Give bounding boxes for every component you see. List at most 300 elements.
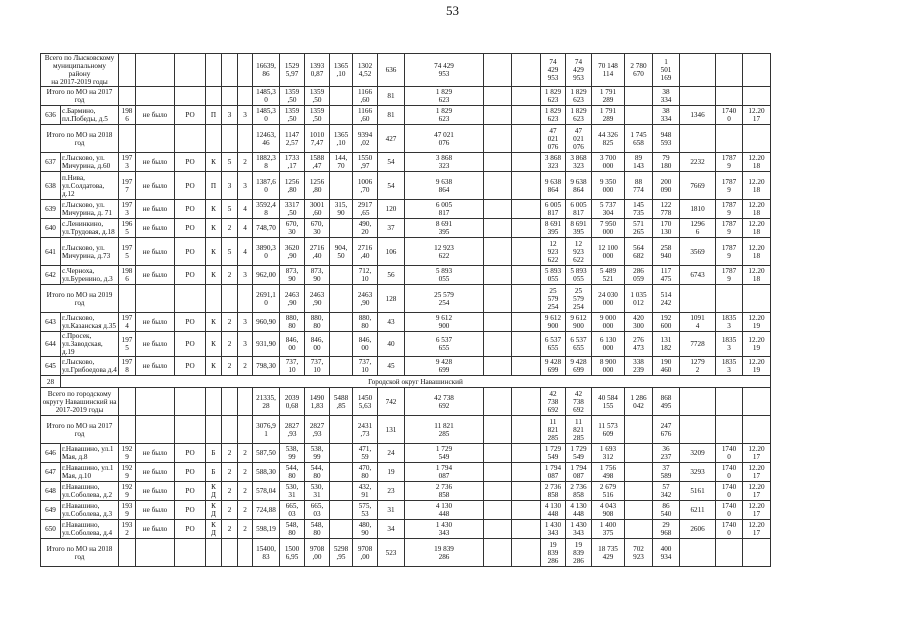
table-cell: [743, 125, 771, 153]
table-cell: 196 5: [119, 219, 136, 238]
table-cell: 12.20 19: [743, 313, 771, 332]
table-cell: 7728: [680, 332, 716, 357]
table-cell: 1740 0: [716, 463, 743, 482]
table-cell: не было: [136, 153, 175, 172]
table-cell: 4: [238, 238, 253, 266]
table-cell: [484, 357, 512, 376]
table-cell: [175, 87, 206, 106]
table-cell: 12 923 622: [541, 238, 566, 266]
table-cell: [238, 539, 253, 567]
table-cell: 19: [378, 463, 405, 482]
table-cell: 9 612 900: [405, 313, 484, 332]
table-cell: [330, 106, 353, 125]
row-number: 638: [41, 172, 61, 200]
table-cell: 4: [238, 219, 253, 238]
table-cell: [222, 539, 238, 567]
table-cell: 548, 80: [305, 520, 330, 539]
row-number: 636: [41, 106, 61, 125]
table-cell: [680, 87, 716, 106]
table-cell: 544, 80: [280, 463, 305, 482]
table-cell: 5298 ,95: [330, 539, 353, 567]
table-cell: 24: [378, 444, 405, 463]
table-cell: 1529 5,97: [280, 54, 305, 87]
table-cell: не было: [136, 357, 175, 376]
table-cell: [716, 285, 743, 313]
table-cell: 2: [222, 219, 238, 238]
table-cell: 9 000 000: [592, 313, 625, 332]
table-cell: 1010 7,47: [305, 125, 330, 153]
table-cell: 2: [238, 357, 253, 376]
table-cell: [484, 238, 512, 266]
table-cell: 1588 ,47: [305, 153, 330, 172]
table-cell: 1740 0: [716, 106, 743, 125]
table-cell: 36 237: [653, 444, 680, 463]
table-cell: 12.20 19: [743, 357, 771, 376]
table-cell: 530, 31: [305, 482, 330, 501]
table-cell: [330, 501, 353, 520]
table-cell: 315, 90: [330, 200, 353, 219]
table-cell: 6211: [680, 501, 716, 520]
table-cell: 198 6: [119, 106, 136, 125]
table-cell: [512, 172, 541, 200]
table-cell: 42 738 692: [405, 388, 484, 416]
table-cell: 544, 80: [305, 463, 330, 482]
table-cell: РО: [175, 172, 206, 200]
table-cell: 9 612 900: [566, 313, 592, 332]
table-cell: [484, 444, 512, 463]
table-cell: РО: [175, 238, 206, 266]
total-label: Итого по МО на 2018 год: [41, 539, 119, 567]
row-number: 643: [41, 313, 61, 332]
table-cell: 665, 03: [280, 501, 305, 520]
table-cell: 276 473: [625, 332, 653, 357]
table-cell: 192 9: [119, 463, 136, 482]
table-cell: 1740 0: [716, 520, 743, 539]
table-cell: 40 584 155: [592, 388, 625, 416]
table-cell: 2: [238, 463, 253, 482]
row-number: 641: [41, 238, 61, 266]
table-cell: 846, 00: [305, 332, 330, 357]
table-cell: К: [206, 200, 222, 219]
table-cell: [680, 539, 716, 567]
table-cell: [512, 388, 541, 416]
table-cell: 3 868 323: [405, 153, 484, 172]
table-cell: 70 148 114: [592, 54, 625, 87]
table-cell: РО: [175, 520, 206, 539]
table-cell: [238, 54, 253, 87]
table-cell: [175, 285, 206, 313]
table-cell: РО: [175, 266, 206, 285]
table-cell: 1 430 343: [405, 520, 484, 539]
total-label: Итого по МО на 2019 год: [41, 285, 119, 313]
table-cell: не было: [136, 313, 175, 332]
address-cell: с.Черноха, ул.Буренино, д.3: [61, 266, 119, 285]
table-cell: 12.20 18: [743, 153, 771, 172]
table-cell: 960,90: [253, 313, 280, 332]
table-cell: [238, 125, 253, 153]
table-cell: К: [206, 219, 222, 238]
table-cell: 9 428 699: [405, 357, 484, 376]
table-cell: не было: [136, 501, 175, 520]
address-cell: г.Лысково, ул. Мичурина, д.73: [61, 238, 119, 266]
table-cell: 2: [222, 332, 238, 357]
table-cell: [175, 388, 206, 416]
table-cell: 1166 ,60: [353, 87, 378, 106]
table-cell: 15400, 83: [253, 539, 280, 567]
table-cell: 12463, 46: [253, 125, 280, 153]
table-cell: 3620 ,90: [280, 238, 305, 266]
row-number: 642: [41, 266, 61, 285]
table-cell: 5: [222, 238, 238, 266]
table-cell: [484, 539, 512, 567]
table-cell: 192 600: [653, 313, 680, 332]
table-cell: 38 334: [653, 87, 680, 106]
address-cell: с.Просек, ул.Заводская, д.19: [61, 332, 119, 357]
table-cell: 1787 9: [716, 200, 743, 219]
table-cell: 1 501 169: [653, 54, 680, 87]
table-cell: 2827 ,93: [305, 416, 330, 444]
table-cell: [119, 388, 136, 416]
table-cell: 5: [222, 153, 238, 172]
table-row: [41, 153, 771, 172]
table-cell: 286 059: [625, 266, 653, 285]
section-row: [41, 376, 771, 388]
table-cell: 12.20 18: [743, 200, 771, 219]
table-cell: [206, 54, 222, 87]
table-cell: 1787 9: [716, 172, 743, 200]
table-row: [41, 106, 771, 125]
table-cell: 12 923 622: [405, 238, 484, 266]
table-cell: 3: [238, 106, 253, 125]
table-cell: 2 780 670: [625, 54, 653, 87]
table-cell: 1485,3 0: [253, 106, 280, 125]
table-cell: 1787 9: [716, 266, 743, 285]
row-number: 637: [41, 153, 61, 172]
table-cell: 2691,1 0: [253, 285, 280, 313]
table-cell: 530, 31: [280, 482, 305, 501]
table-cell: 1882,3 8: [253, 153, 280, 172]
table-cell: [222, 388, 238, 416]
table-cell: 514 242: [653, 285, 680, 313]
table-cell: 3209: [680, 444, 716, 463]
table-cell: [625, 482, 653, 501]
table-cell: 12.20 17: [743, 463, 771, 482]
table-cell: [484, 332, 512, 357]
table-cell: 5 893 055: [405, 266, 484, 285]
table-cell: 1296 6: [680, 219, 716, 238]
table-cell: 3: [238, 313, 253, 332]
table-cell: 5 489 521: [592, 266, 625, 285]
table-cell: 1091 4: [680, 313, 716, 332]
table-cell: не было: [136, 172, 175, 200]
table-cell: 1 035 012: [625, 285, 653, 313]
table-cell: 2: [222, 444, 238, 463]
table-cell: 880, 80: [305, 313, 330, 332]
capital-repair-table: [40, 53, 771, 567]
table-cell: [512, 125, 541, 153]
table-cell: РО: [175, 332, 206, 357]
table-cell: 1733 ,17: [280, 153, 305, 172]
table-cell: 3569: [680, 238, 716, 266]
table-cell: 880, 80: [353, 313, 378, 332]
table-cell: 12.20 17: [743, 106, 771, 125]
table-cell: [512, 238, 541, 266]
table-cell: 737, 10: [305, 357, 330, 376]
table-cell: [743, 388, 771, 416]
total-row: [41, 285, 771, 313]
table-cell: 120: [378, 200, 405, 219]
table-cell: 1359 ,50: [305, 106, 330, 125]
table-row: [41, 357, 771, 376]
table-cell: [330, 463, 353, 482]
row-number: 650: [41, 520, 61, 539]
table-row: [41, 313, 771, 332]
table-cell: 9 638 864: [541, 172, 566, 200]
table-cell: 665, 03: [305, 501, 330, 520]
table-cell: 1 693 312: [592, 444, 625, 463]
table-cell: 2: [222, 313, 238, 332]
table-cell: [680, 285, 716, 313]
table-cell: 3: [238, 172, 253, 200]
total-label: Итого по МО на 2018 год: [41, 125, 119, 153]
table-cell: 1 794 087: [566, 463, 592, 482]
table-cell: [484, 54, 512, 87]
table-cell: 1835 3: [716, 332, 743, 357]
table-cell: 5161: [680, 482, 716, 501]
table-cell: 588,30: [253, 463, 280, 482]
table-cell: [330, 444, 353, 463]
address-cell: с.Ленинкино, ул.Трудовая, д.18: [61, 219, 119, 238]
table-cell: 636: [378, 54, 405, 87]
table-cell: [238, 87, 253, 106]
table-cell: [484, 153, 512, 172]
table-cell: 2 679 516: [592, 482, 625, 501]
table-cell: 400 934: [653, 539, 680, 567]
table-cell: 1835 3: [716, 357, 743, 376]
table-cell: [512, 54, 541, 87]
table-cell: 1787 9: [716, 219, 743, 238]
table-cell: 16639, 86: [253, 54, 280, 87]
table-cell: [119, 539, 136, 567]
table-cell: [136, 285, 175, 313]
table-cell: 5: [222, 200, 238, 219]
table-cell: 2: [222, 520, 238, 539]
table-cell: [625, 463, 653, 482]
table-cell: [512, 153, 541, 172]
table-cell: 880, 80: [280, 313, 305, 332]
table-cell: 748,70: [253, 219, 280, 238]
total-label: Всего по Лысковскому муниципальному району на 2017-2019 годы: [41, 54, 119, 87]
table-cell: 2: [222, 357, 238, 376]
table-cell: 1365 ,10: [330, 125, 353, 153]
table-cell: 81: [378, 87, 405, 106]
table-row: [41, 482, 771, 501]
table-cell: 4 043 908: [592, 501, 625, 520]
table-cell: 3: [238, 332, 253, 357]
table-cell: [716, 125, 743, 153]
table-cell: 1359 ,50: [280, 106, 305, 125]
table-cell: 1550 ,97: [353, 153, 378, 172]
table-cell: [175, 416, 206, 444]
table-cell: [222, 54, 238, 87]
table-cell: 1835 3: [716, 313, 743, 332]
table-cell: 962,00: [253, 266, 280, 285]
table-cell: 12.20 19: [743, 332, 771, 357]
table-cell: 12.20 18: [743, 219, 771, 238]
row-number: 647: [41, 463, 61, 482]
table-cell: РО: [175, 357, 206, 376]
table-cell: [484, 219, 512, 238]
table-cell: 170 130: [653, 219, 680, 238]
table-cell: 34: [378, 520, 405, 539]
table-cell: [716, 54, 743, 87]
table-cell: 258 940: [653, 238, 680, 266]
table-cell: 1387,6 0: [253, 172, 280, 200]
table-cell: [484, 106, 512, 125]
table-cell: [512, 444, 541, 463]
table-cell: 3076,9 1: [253, 416, 280, 444]
table-cell: 25 579 254: [405, 285, 484, 313]
table-cell: 1 430 343: [541, 520, 566, 539]
table-cell: К Д: [206, 520, 222, 539]
table-cell: 247 676: [653, 416, 680, 444]
table-cell: 40: [378, 332, 405, 357]
table-cell: [238, 388, 253, 416]
table-cell: [512, 313, 541, 332]
table-cell: [330, 87, 353, 106]
table-cell: РО: [175, 219, 206, 238]
table-cell: К: [206, 153, 222, 172]
table-cell: 12.20 17: [743, 482, 771, 501]
table-cell: [625, 416, 653, 444]
table-cell: 54: [378, 153, 405, 172]
table-cell: 47 021 076: [405, 125, 484, 153]
table-cell: 25 579 254: [541, 285, 566, 313]
table-cell: 19 839 286: [566, 539, 592, 567]
table-cell: 9 428 699: [566, 357, 592, 376]
table-cell: 197 5: [119, 332, 136, 357]
table-cell: [206, 285, 222, 313]
section-number: 28: [41, 376, 61, 388]
table-cell: 81: [378, 106, 405, 125]
table-cell: 9 428 699: [541, 357, 566, 376]
table-cell: [330, 357, 353, 376]
address-cell: г.Навашино, ул.Соболева, д.3: [61, 501, 119, 520]
table-cell: 3001 ,60: [305, 200, 330, 219]
table-cell: РО: [175, 153, 206, 172]
table-cell: [680, 54, 716, 87]
table-cell: 6 537 655: [405, 332, 484, 357]
table-cell: 11 821 285: [405, 416, 484, 444]
table-cell: [136, 388, 175, 416]
table-cell: 1 829 623: [541, 106, 566, 125]
table-cell: 5488 ,85: [330, 388, 353, 416]
table-cell: 1 829 623: [541, 87, 566, 106]
table-cell: 131: [378, 416, 405, 444]
table-cell: 1740 0: [716, 444, 743, 463]
table-cell: К: [206, 357, 222, 376]
table-cell: [716, 416, 743, 444]
table-cell: [743, 285, 771, 313]
table-cell: [175, 539, 206, 567]
table-cell: 25 579 254: [566, 285, 592, 313]
table-cell: РО: [175, 463, 206, 482]
table-cell: 9 638 864: [566, 172, 592, 200]
table-cell: не было: [136, 332, 175, 357]
table-cell: 724,88: [253, 501, 280, 520]
table-cell: 2232: [680, 153, 716, 172]
table-cell: 44 326 825: [592, 125, 625, 153]
table-cell: не было: [136, 266, 175, 285]
table-cell: не было: [136, 200, 175, 219]
table-cell: 3: [238, 266, 253, 285]
table-cell: 6743: [680, 266, 716, 285]
table-cell: [743, 539, 771, 567]
table-cell: [330, 332, 353, 357]
table-cell: 6 005 817: [541, 200, 566, 219]
table-cell: [625, 444, 653, 463]
table-cell: 3 868 323: [541, 153, 566, 172]
table-cell: [716, 87, 743, 106]
table-cell: 548, 80: [280, 520, 305, 539]
total-row: [41, 125, 771, 153]
table-cell: 1 745 658: [625, 125, 653, 153]
table-cell: 742: [378, 388, 405, 416]
table-cell: 471, 59: [353, 444, 378, 463]
table-cell: [716, 539, 743, 567]
table-cell: 1365 ,10: [330, 54, 353, 87]
address-cell: г.Лысково, ул.Грибоедова д.4: [62, 358, 117, 374]
table-cell: [136, 54, 175, 87]
table-row: [41, 172, 771, 200]
table-cell: 4 130 448: [566, 501, 592, 520]
table-cell: 86 540: [653, 501, 680, 520]
table-cell: 4 130 448: [541, 501, 566, 520]
table-cell: 798,30: [253, 357, 280, 376]
table-row: [41, 238, 771, 266]
table-cell: 47 021 076: [541, 125, 566, 153]
table-cell: 37: [378, 219, 405, 238]
table-cell: 38 334: [653, 106, 680, 125]
table-cell: [119, 87, 136, 106]
table-cell: [330, 172, 353, 200]
table-cell: 1279 2: [680, 357, 716, 376]
table-cell: 1006 ,70: [353, 172, 378, 200]
table-cell: 931,90: [253, 332, 280, 357]
table-cell: 42 738 692: [541, 388, 566, 416]
table-cell: [222, 285, 238, 313]
table-cell: 79 180: [653, 153, 680, 172]
table-cell: [512, 539, 541, 567]
table-cell: 868 495: [653, 388, 680, 416]
table-cell: 9 612 900: [541, 313, 566, 332]
table-cell: 2431 ,73: [353, 416, 378, 444]
table-cell: 2: [238, 520, 253, 539]
table-cell: 1 794 087: [541, 463, 566, 482]
table-cell: 873, 90: [280, 266, 305, 285]
table-cell: 7669: [680, 172, 716, 200]
table-cell: 8 691 395: [541, 219, 566, 238]
table-cell: [119, 54, 136, 87]
table-cell: 904, 50: [330, 238, 353, 266]
table-row: [41, 200, 771, 219]
page-number: 53: [446, 3, 459, 18]
table-cell: 197 3: [119, 153, 136, 172]
table-cell: 1166 ,60: [353, 106, 378, 125]
table-cell: 2 736 858: [405, 482, 484, 501]
table-cell: [222, 416, 238, 444]
table-cell: [484, 266, 512, 285]
